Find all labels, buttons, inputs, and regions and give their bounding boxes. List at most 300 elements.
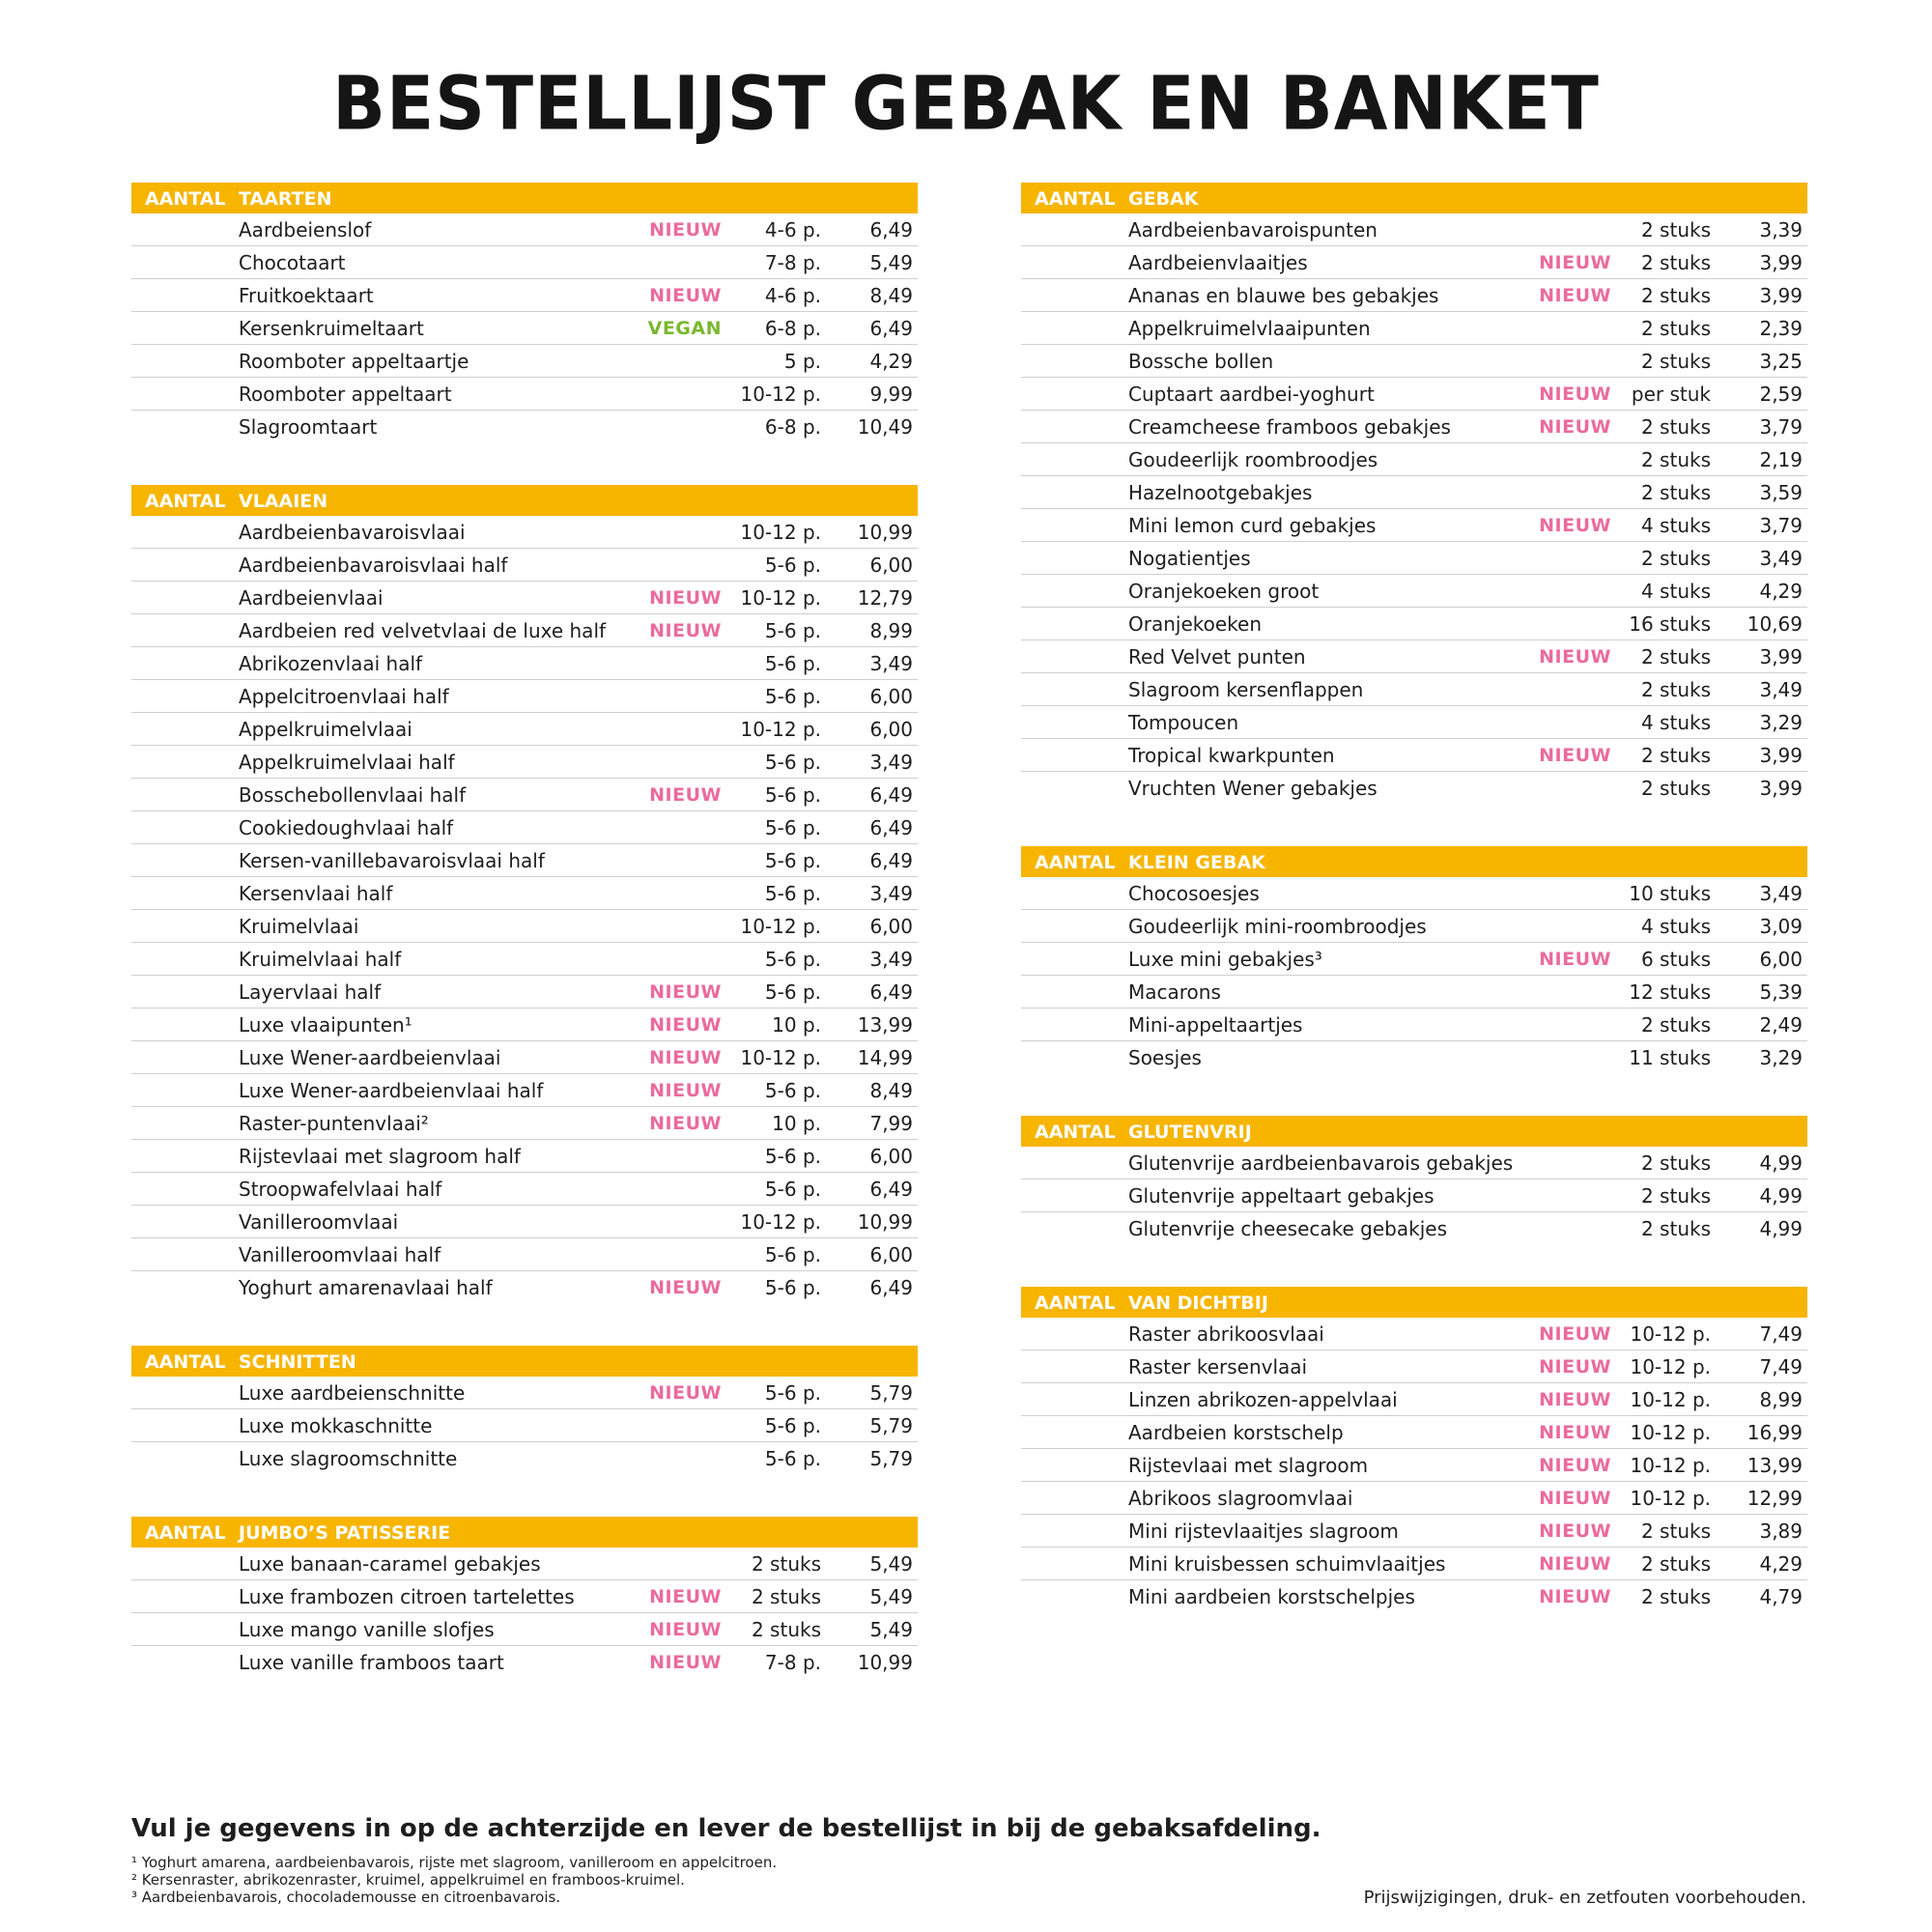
aantal-header: AANTAL [145,1351,226,1373]
product-name: Aardbeien korstschelp [1128,1421,1344,1444]
product-name: Appelcitroenvlaai half [239,685,449,708]
nieuw-badge: NIEUW [649,1113,722,1134]
product-quantity: 2 stuks [1640,350,1711,373]
product-price: 3,09 [1759,915,1803,938]
product-price: 10,99 [857,1651,913,1674]
footer-instruction: Vul je gegevens in op de achterzijde en lever de bestellijst in bij de gebaksafdeling. [131,1814,1321,1843]
product-quantity: 5-6 p. [764,1178,821,1201]
product-quantity: 5-6 p. [764,652,821,675]
product-name: Oranjekoeken [1128,612,1263,636]
section-title: SCHNITTEN [239,1351,356,1373]
nieuw-badge: NIEUW [1539,416,1611,438]
order-row[interactable] [131,582,918,614]
product-quantity: 5-6 p. [764,1414,821,1437]
product-name: Nogatientjes [1128,547,1251,570]
order-row[interactable] [131,312,918,345]
product-name: Tropical kwarkpunten [1128,744,1335,767]
nieuw-badge: NIEUW [649,784,722,806]
product-quantity: 5-6 p. [764,816,821,839]
order-row[interactable] [1021,976,1807,1009]
order-row[interactable] [1021,443,1807,476]
product-quantity: 2 stuks [1640,678,1711,701]
nieuw-badge: NIEUW [1539,1455,1611,1476]
order-row[interactable] [131,647,918,680]
nieuw-badge: NIEUW [649,1277,722,1298]
product-name: Aardbeienbavaroispunten [1128,218,1378,242]
product-price: 3,99 [1759,777,1803,800]
nieuw-badge: NIEUW [1539,515,1611,536]
product-name: Luxe slagroomschnitte [239,1447,458,1470]
order-row[interactable] [131,713,918,746]
product-name: Raster abrikoosvlaai [1128,1322,1324,1346]
product-name: Vanilleroomvlaai [239,1210,399,1234]
product-quantity: 10-12 p. [1630,1388,1711,1411]
product-quantity: 4-6 p. [764,218,821,242]
aantal-header: AANTAL [1035,188,1116,210]
product-quantity: 5-6 p. [764,619,821,642]
product-name: Rijstevlaai met slagroom [1128,1454,1369,1477]
product-price: 6,49 [869,218,913,242]
product-price: 6,49 [869,849,913,872]
product-price: 3,29 [1759,1046,1803,1069]
product-name: Aardbeienslof [239,218,372,242]
product-name: Bossche bollen [1128,350,1274,373]
product-quantity: 2 stuks [1640,1552,1711,1576]
product-price: 8,99 [869,619,913,642]
order-row[interactable] [1021,1041,1807,1073]
order-row[interactable] [1021,476,1807,509]
product-price: 5,49 [869,1585,913,1608]
product-quantity: 2 stuks [1640,1520,1711,1543]
product-quantity: 5-6 p. [764,1243,821,1266]
product-price: 3,99 [1759,284,1803,307]
order-row[interactable] [131,345,918,378]
product-quantity: 5-6 p. [764,554,821,577]
order-row[interactable] [131,1409,918,1442]
product-price: 6,49 [869,783,913,807]
product-name: Raster-puntenvlaai² [239,1112,429,1135]
section-header [131,1517,918,1548]
product-quantity: 2 stuks [1640,1151,1711,1175]
order-row[interactable] [131,1173,918,1206]
order-row[interactable] [131,1271,918,1303]
footnotes [131,1854,777,1906]
order-row[interactable] [131,680,918,713]
order-row[interactable] [1021,1009,1807,1041]
product-price: 6,00 [869,1145,913,1168]
product-name: Vruchten Wener gebakjes [1128,777,1378,800]
product-price: 4,29 [869,350,913,373]
order-row[interactable] [131,1613,918,1646]
product-name: Aardbeien red velvetvlaai de luxe half [239,619,607,642]
order-row[interactable] [131,1009,918,1041]
order-row[interactable] [131,614,918,647]
product-quantity: 2 stuks [1640,415,1711,439]
product-name: Appelkruimelvlaaipunten [1128,317,1371,340]
nieuw-badge: NIEUW [649,587,722,609]
product-quantity: 5-6 p. [764,1381,821,1405]
product-price: 6,49 [869,1276,913,1299]
order-row[interactable] [1021,279,1807,312]
order-row[interactable] [131,1377,918,1409]
order-row[interactable] [1021,509,1807,542]
product-name: Aardbeienbavaroisvlaai half [239,554,508,577]
nieuw-badge: NIEUW [1539,1488,1611,1509]
product-name: Luxe mokkaschnitte [239,1414,433,1437]
product-quantity: 10-12 p. [740,1210,821,1234]
aantal-header: AANTAL [145,491,226,512]
product-quantity: 12 stuks [1629,980,1711,1004]
product-name: Appelkruimelvlaai half [239,751,455,774]
aantal-header: AANTAL [1035,1293,1116,1314]
section-header [1021,183,1807,213]
product-name: Vanilleroomvlaai half [239,1243,441,1266]
product-quantity: 5-6 p. [764,1079,821,1102]
order-row[interactable] [1021,1515,1807,1548]
product-quantity: 2 stuks [1640,284,1711,307]
order-row[interactable] [131,516,918,549]
product-quantity: 2 stuks [1640,1013,1711,1037]
order-row[interactable] [131,1206,918,1238]
product-quantity: 2 stuks [1640,1217,1711,1240]
disclaimer: Prijswijzigingen, druk- en zetfouten voorbehouden. [1363,1888,1806,1908]
product-quantity: 10 p. [772,1013,821,1037]
product-price: 5,79 [869,1381,913,1405]
order-row[interactable] [1021,1449,1807,1482]
product-quantity: 5-6 p. [764,849,821,872]
nieuw-badge: NIEUW [1539,646,1611,668]
order-row[interactable] [131,1074,918,1107]
product-name: Soesjes [1128,1046,1202,1069]
nieuw-badge: NIEUW [1539,285,1611,306]
nieuw-badge: NIEUW [1539,745,1611,766]
product-name: Mini-appeltaartjes [1128,1013,1303,1037]
order-section [1021,183,1807,804]
order-row[interactable] [1021,706,1807,739]
product-name: Luxe vanille framboos taart [239,1651,504,1674]
product-price: 5,49 [869,1618,913,1641]
order-row[interactable] [131,1107,918,1140]
order-row[interactable] [1021,575,1807,608]
product-price: 6,00 [869,718,913,741]
order-row[interactable] [1021,1147,1807,1179]
footnote-1: ¹ Yoghurt amarena, aardbeienbavarois, rijste met slagroom, vanilleroom en appelcitroen. [131,1854,778,1871]
product-price: 14,99 [857,1046,913,1069]
product-name: Aardbeienvlaaitjes [1128,251,1308,274]
nieuw-badge: NIEUW [649,1047,722,1068]
product-quantity: 10-12 p. [1630,1454,1711,1477]
product-quantity: 10-12 p. [740,383,821,406]
product-name: Chocotaart [239,251,346,274]
section-title: KLEIN GEBAK [1128,852,1265,873]
product-name: Yoghurt amarenavlaai half [239,1276,493,1299]
product-quantity: 2 stuks [1640,777,1711,800]
product-price: 6,49 [869,1178,913,1201]
order-row[interactable] [1021,213,1807,246]
product-price: 8,49 [869,1079,913,1102]
order-row[interactable] [131,378,918,411]
product-quantity: 6-8 p. [764,317,821,340]
product-quantity: 5-6 p. [764,882,821,905]
order-row[interactable] [1021,1416,1807,1449]
product-price: 4,99 [1759,1151,1803,1175]
product-quantity: 10-12 p. [740,1046,821,1069]
product-quantity: 6-8 p. [764,415,821,439]
order-row[interactable] [1021,411,1807,443]
product-price: 4,29 [1759,1552,1803,1576]
nieuw-badge: NIEUW [1539,384,1611,405]
product-name: Glutenvrije aardbeienbavarois gebakjes [1128,1151,1514,1175]
order-row[interactable] [131,246,918,279]
order-row[interactable] [131,1548,918,1580]
product-price: 8,99 [1759,1388,1803,1411]
product-quantity: 2 stuks [1640,317,1711,340]
product-name: Stroopwafelvlaai half [239,1178,442,1201]
product-quantity: 4-6 p. [764,284,821,307]
order-row[interactable] [1021,345,1807,378]
order-row[interactable] [131,279,918,312]
product-price: 3,29 [1759,711,1803,734]
product-price: 3,79 [1759,415,1803,439]
order-row[interactable] [131,213,918,246]
product-name: Aardbeienvlaai [239,586,384,610]
order-row[interactable] [131,910,918,943]
order-row[interactable] [131,1646,918,1678]
product-name: Slagroom kersenflappen [1128,678,1364,701]
product-quantity: 2 stuks [1640,448,1711,471]
product-price: 5,79 [869,1414,913,1437]
product-quantity: 2 stuks [1640,251,1711,274]
product-name: Mini aardbeien korstschelpjes [1128,1585,1415,1608]
section-title: VLAAIEN [239,491,328,512]
order-row[interactable] [131,1041,918,1074]
product-quantity: 7-8 p. [764,251,821,274]
product-quantity: 4 stuks [1640,711,1711,734]
product-quantity: 4 stuks [1640,915,1711,938]
order-section [131,485,918,1303]
product-quantity: 5-6 p. [764,685,821,708]
order-row[interactable] [1021,910,1807,943]
order-row[interactable] [131,877,918,910]
product-price: 3,99 [1759,251,1803,274]
order-row[interactable] [131,943,918,976]
right-column [1021,183,1807,1655]
product-quantity: 10-12 p. [1630,1355,1711,1378]
section-header [1021,846,1807,877]
product-quantity: 5-6 p. [764,980,821,1004]
product-price: 3,39 [1759,218,1803,242]
order-row[interactable] [131,811,918,844]
product-quantity: 5-6 p. [764,1276,821,1299]
order-row[interactable] [131,976,918,1009]
order-row[interactable] [1021,1318,1807,1350]
product-name: Fruitkoektaart [239,284,374,307]
product-quantity: 10-12 p. [1630,1487,1711,1510]
product-price: 12,99 [1747,1487,1803,1510]
product-quantity: 10-12 p. [740,915,821,938]
product-quantity: 2 stuks [1640,1184,1711,1208]
product-quantity: 10-12 p. [1630,1322,1711,1346]
section-title: GLUTENVRIJ [1128,1122,1252,1143]
section-title: VAN DICHTBIJ [1128,1293,1268,1314]
product-name: Appelkruimelvlaai [239,718,412,741]
product-price: 5,39 [1759,980,1803,1004]
product-quantity: 10 stuks [1629,882,1711,905]
product-quantity: 5 p. [783,350,821,373]
order-row[interactable] [1021,772,1807,804]
order-row[interactable] [1021,739,1807,772]
product-name: Macarons [1128,980,1221,1004]
product-quantity: 5-6 p. [764,948,821,971]
product-price: 3,49 [1759,547,1803,570]
product-price: 7,49 [1759,1355,1803,1378]
nieuw-badge: NIEUW [1539,1389,1611,1410]
section-header [131,1346,918,1377]
product-quantity: 2 stuks [1640,744,1711,767]
product-name: Mini rijstevlaaitjes slagroom [1128,1520,1399,1543]
nieuw-badge: NIEUW [1539,1520,1611,1542]
product-price: 3,49 [869,751,913,774]
order-row[interactable] [1021,1212,1807,1244]
order-row[interactable] [131,746,918,779]
product-name: Luxe frambozen citroen tartelettes [239,1585,575,1608]
product-quantity: 2 stuks [1640,645,1711,668]
order-row[interactable] [131,844,918,877]
product-name: Tompoucen [1128,711,1239,734]
aantal-header: AANTAL [1035,852,1116,873]
product-price: 2,59 [1759,383,1803,406]
order-row[interactable] [1021,1580,1807,1612]
product-price: 3,49 [1759,678,1803,701]
order-row[interactable] [1021,877,1807,910]
order-row[interactable] [131,1238,918,1271]
product-price: 4,99 [1759,1184,1803,1208]
product-name: Bosschebollenvlaai half [239,783,467,807]
product-price: 4,29 [1759,580,1803,603]
product-price: 4,99 [1759,1217,1803,1240]
nieuw-badge: NIEUW [649,1080,722,1101]
aantal-header: AANTAL [145,1522,226,1544]
product-price: 10,99 [857,521,913,544]
product-name: Creamcheese framboos gebakjes [1128,415,1451,439]
order-row[interactable] [1021,378,1807,411]
vegan-badge: VEGAN [647,318,722,339]
nieuw-badge: NIEUW [649,1652,722,1673]
order-section [131,1346,918,1474]
product-price: 6,00 [869,685,913,708]
order-row[interactable] [1021,312,1807,345]
product-name: Slagroomtaart [239,415,378,439]
product-price: 6,00 [1759,948,1803,971]
product-name: Goudeerlijk mini-roombroodjes [1128,915,1427,938]
nieuw-badge: NIEUW [1539,1422,1611,1443]
product-name: Goudeerlijk roombroodjes [1128,448,1378,471]
product-quantity: 7-8 p. [764,1651,821,1674]
product-price: 5,49 [869,1552,913,1576]
product-price: 10,69 [1747,612,1803,636]
product-price: 6,49 [869,317,913,340]
product-name: Red Velvet punten [1128,645,1306,668]
order-row[interactable] [1021,1179,1807,1212]
product-name: Glutenvrije cheesecake gebakjes [1128,1217,1447,1240]
nieuw-badge: NIEUW [649,1586,722,1607]
section-header [1021,1287,1807,1318]
product-name: Raster kersenvlaai [1128,1355,1308,1378]
section-header [1021,1116,1807,1147]
order-row[interactable] [131,1442,918,1474]
product-price: 13,99 [857,1013,913,1037]
order-row[interactable] [1021,1482,1807,1515]
product-price: 6,00 [869,554,913,577]
product-name: Layervlaai half [239,980,382,1004]
order-row[interactable] [1021,608,1807,640]
order-row[interactable] [131,1580,918,1613]
order-section [1021,1287,1807,1612]
product-price: 2,19 [1759,448,1803,471]
product-price: 3,49 [1759,882,1803,905]
product-price: 3,59 [1759,481,1803,504]
product-price: 10,99 [857,1210,913,1234]
order-row[interactable] [131,779,918,811]
nieuw-badge: NIEUW [649,620,722,641]
product-name: Luxe vlaaipunten¹ [239,1013,412,1037]
product-name: Mini kruisbessen schuimvlaaitjes [1128,1552,1446,1576]
order-row[interactable] [131,411,918,442]
product-name: Kersenkruimeltaart [239,317,424,340]
product-quantity: 2 stuks [1640,481,1711,504]
product-price: 3,49 [869,652,913,675]
product-price: 8,49 [869,284,913,307]
product-name: Hazelnootgebakjes [1128,481,1313,504]
product-name: Mini lemon curd gebakjes [1128,514,1377,537]
nieuw-badge: NIEUW [1539,1356,1611,1378]
section-header [131,183,918,213]
order-row[interactable] [131,549,918,582]
product-name: Linzen abrikozen-appelvlaai [1128,1388,1398,1411]
order-section [131,1517,918,1678]
order-row[interactable] [1021,1383,1807,1416]
product-name: Chocosoesjes [1128,882,1260,905]
order-row[interactable] [1021,246,1807,279]
order-row[interactable] [1021,1350,1807,1383]
product-name: Oranjekoeken groot [1128,580,1320,603]
product-name: Glutenvrije appeltaart gebakjes [1128,1184,1435,1208]
order-row[interactable] [1021,943,1807,976]
order-row[interactable] [131,1140,918,1173]
product-price: 9,99 [869,383,913,406]
product-quantity: 4 stuks [1640,580,1711,603]
section-title: GEBAK [1128,188,1199,210]
product-name: Cookiedoughvlaai half [239,816,454,839]
product-price: 3,79 [1759,514,1803,537]
product-price: 2,39 [1759,317,1803,340]
product-name: Kruimelvlaai [239,915,359,938]
order-row[interactable] [1021,673,1807,706]
product-name: Luxe Wener-aardbeienvlaai [239,1046,501,1069]
product-name: Luxe mini gebakjes³ [1128,948,1322,971]
order-row[interactable] [1021,640,1807,673]
product-quantity: 5-6 p. [764,1145,821,1168]
product-price: 3,25 [1759,350,1803,373]
product-quantity: 2 stuks [1640,1585,1711,1608]
nieuw-badge: NIEUW [649,1619,722,1640]
product-price: 3,99 [1759,645,1803,668]
order-row[interactable] [1021,1548,1807,1580]
product-name: Abrikozenvlaai half [239,652,423,675]
footnote-3: ³ Aardbeienbavarois, chocolademousse en citroenbavarois. [131,1889,561,1906]
order-row[interactable] [1021,542,1807,575]
nieuw-badge: NIEUW [649,1382,722,1404]
